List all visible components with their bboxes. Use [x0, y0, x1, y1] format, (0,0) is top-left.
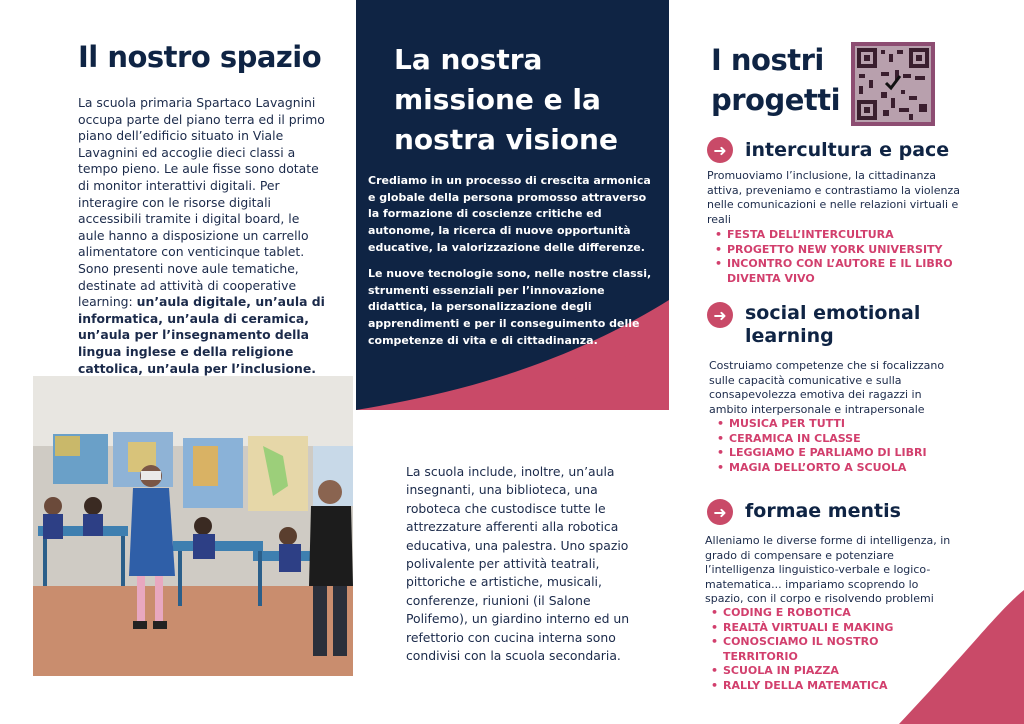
- mission-panel: [356, 0, 669, 410]
- list-item: • LEGGIAMO E PARLIAMO DI LIBRI: [715, 446, 955, 461]
- list-item: • CERAMICA IN CLASSE: [715, 432, 955, 447]
- project-description: Alleniamo le diverse forme di intelligenza, in grado di compensare e potenziare l’intelligenza linguistico-verbale e logico-matematica... impariamo scoprendo lo spazio, con il corpo e risolvendo problemi: [705, 534, 951, 606]
- projects-title-line2: progetti: [711, 83, 841, 117]
- facilities-text: La scuola include, inoltre, un’aula insegnanti, una biblioteca, una roboteca che custodisce tutte le attrezzature afferenti alla robotica educativa, una palestra. Uno spazio polivalente per attività teatrali, pittoriche e artistiche, musicali, conferenze, riunioni (il Salone Polifemo), un giardino interno ed un refettorio con cucina interna sono condivisi con la scuola secondaria.: [406, 464, 630, 664]
- space-paragraph-1: La scuola primaria Spartaco Lavagnini occupa parte del piano terra ed il primo piano dell’edificio situato in Viale Lavagnini ed accoglie dieci classi a tempo pieno. Le aule fisse sono dotate di monitor interattivi digitali. Per interagire con le risorse digitali accessibili tramite i digital board, le aule hanno a disposizione un carrello alimentatore con venticinque tablet.: [78, 95, 325, 260]
- mission-paragraph-1: Crediamo in un processo di crescita armonica e globale della persona promosso attraverso la formazione di coscienze critiche ed autonome, la ricerca di nuove opportunità educative, la valorizzazione delle differenze.: [368, 174, 651, 254]
- list-item: • SCUOLA IN PIAZZA: [709, 664, 909, 679]
- list-item: • REALTÀ VIRTUALI E MAKING: [709, 621, 909, 636]
- list-item: • MAGIA DELL’ORTO A SCUOLA: [715, 461, 955, 476]
- classroom-photo-illustration: [33, 376, 353, 676]
- project-title: formae mentis: [745, 500, 901, 522]
- list-item: • INCONTRO CON L’AUTORE E IL LIBRO DIVENTA VIVO: [713, 257, 953, 286]
- project-title: intercultura e pace: [745, 139, 950, 161]
- project-description: Costruiamo competenze che si focalizzano sulle capacità comunicative e sulla consapevolezza emotiva dei ragazzi in ambito interpersonale e intrapersonale: [709, 359, 945, 416]
- space-column: [0, 0, 356, 724]
- qr-code-pattern: [855, 46, 931, 122]
- space-description: [78, 95, 328, 377]
- project-formae-mentis: [707, 499, 901, 525]
- project-list: [713, 228, 953, 286]
- project-title: social emotional learning: [745, 302, 921, 347]
- project-description: Promuoviamo l’inclusione, la cittadinanza attiva, preveniamo e contrastiamo la violenza nelle comunicazioni e nelle relazioni virtuali e reali: [707, 169, 960, 226]
- arrow-right-circle-icon: ➜: [707, 137, 733, 163]
- list-item: • CODING E ROBOTICA: [709, 606, 909, 621]
- arrow-right-circle-icon: ➜: [707, 499, 733, 525]
- list-item: • CONOSCIAMO IL NOSTRO TERRITORIO: [709, 635, 909, 664]
- project-list: [715, 417, 955, 475]
- mission-column: [356, 0, 669, 724]
- list-item: • RALLY DELLA MATEMATICA: [709, 679, 909, 694]
- project-list: [709, 606, 909, 694]
- space-paragraph-2: Sono presenti nove aule tematiche, destinate ad attività di cooperative learning:: [78, 260, 299, 310]
- space-title: Il nostro spazio: [78, 40, 322, 74]
- projects-title-line1: I nostri: [711, 43, 824, 77]
- list-item: • MUSICA PER TUTTI: [715, 417, 955, 432]
- list-item: • FESTA DELL’INTERCULTURA: [713, 228, 953, 243]
- arrow-right-circle-icon: ➜: [707, 302, 733, 328]
- projects-title: [711, 40, 840, 120]
- mission-paragraph-2: Le nuove tecnologie sono, nelle nostre classi, strumenti essenziali per l’innovazione didattica, la personalizzazione degli apprendimenti e per il conseguimento delle competenze di vita e di cittadinanza.: [368, 267, 652, 347]
- classroom-photo: [33, 376, 353, 676]
- space-paragraph-2-bold: un’aula digitale, un’aula di informatica, un’aula di ceramica, un’aula per l’insegnamento della lingua inglese e della religione cattolica, un’aula per l’inclusione.: [78, 294, 325, 376]
- mission-title: La nostra missione e la nostra visione: [394, 43, 618, 156]
- project-social-emotional: [707, 302, 945, 348]
- list-item: • PROGETTO NEW YORK UNIVERSITY: [713, 243, 953, 258]
- qr-code-icon[interactable]: [851, 42, 935, 126]
- projects-column: [669, 0, 1024, 724]
- project-intercultura: [707, 137, 949, 163]
